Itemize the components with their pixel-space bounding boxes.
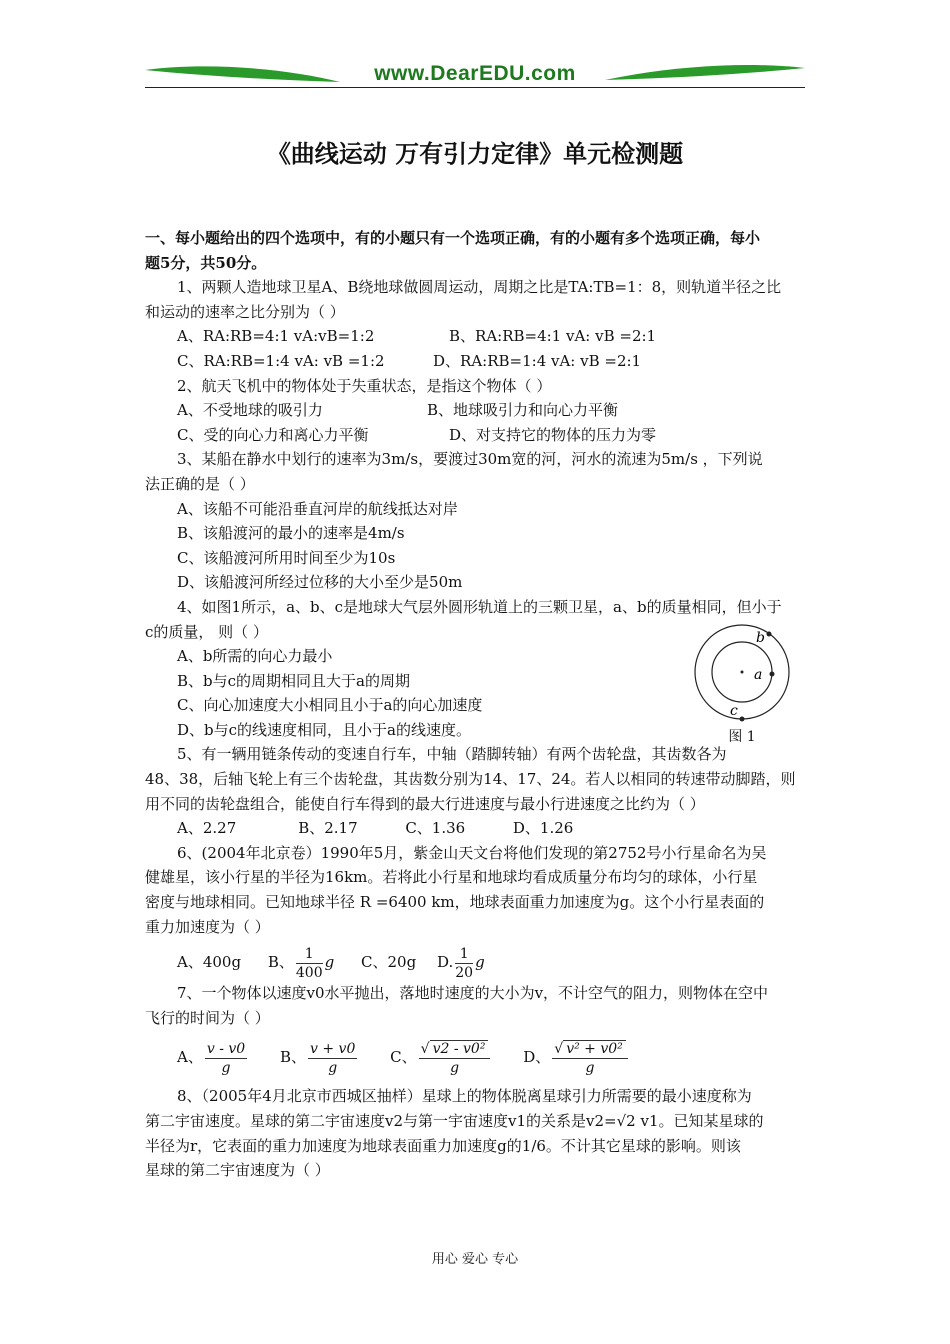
q1-options-cd bbox=[145, 349, 805, 374]
figure-caption: 图 1 bbox=[728, 729, 756, 745]
q1-options-ab bbox=[145, 324, 805, 349]
q2-option-a: A、不受地球的吸引力 bbox=[177, 401, 323, 420]
q7-option-d: D、 bbox=[523, 1048, 551, 1067]
q2-options-cd bbox=[145, 423, 805, 448]
satellite-a-label: a bbox=[754, 667, 763, 683]
figure-1-orbits bbox=[692, 622, 792, 746]
satellite-b-dot bbox=[767, 632, 772, 637]
q8-stem-cont: 第二宇宙速度。星球的第二宇宙速度v2与第一宇宙速度v1的关系是v2=√2 v1。已知某星球的 bbox=[145, 1112, 764, 1130]
q6-option-b-fraction: $\frac{1}{400}$ bbox=[295, 945, 323, 981]
q4-option-b: B、b与c的周期相同且大于a的周期 bbox=[177, 671, 410, 690]
q7-option-c-fraction: $\frac{\text{√ v2 - v0²}}{g}$ bbox=[419, 1040, 491, 1077]
section-instruction: 一、每小题给出的四个选项中，有的小题只有一个选项正确，有的小题有多个选项正确，每小 bbox=[145, 229, 761, 247]
q7-option-b-fraction: $\frac{v + v0}{g}$ bbox=[310, 1040, 356, 1076]
q4-option-c: C、向心加速度大小相同且小于a的向心加速度 bbox=[177, 696, 483, 715]
q7-options bbox=[145, 1030, 805, 1084]
q6-stem-cont3: 重力加速度为（ ） bbox=[145, 917, 270, 936]
q7-option-a: A、 bbox=[177, 1048, 203, 1067]
satellite-c-dot bbox=[740, 717, 745, 722]
q4-stem: 4、如图1所示，a、b、c是地球大气层外圆形轨道上的三颗卫星，a、b的质量相同，但小于 bbox=[177, 597, 782, 616]
q6-option-b: B、 bbox=[267, 953, 294, 972]
q3-option-a: A、该船不可能沿垂直河岸的航线抵达对岸 bbox=[177, 499, 458, 518]
q6-option-a: A、400g bbox=[177, 953, 242, 972]
q7-option-b: B、 bbox=[279, 1048, 307, 1067]
q3-stem: 3、某船在静水中划行的速率为3m/s，要渡过30m宽的河，河水的流速为5m/s ，下列说 bbox=[177, 450, 763, 469]
satellite-c-label: c bbox=[730, 703, 738, 719]
q1-option-c: C、RA:RB=1:4 vA: vB =1:2 bbox=[177, 351, 385, 370]
satellite-b-label: b bbox=[756, 630, 765, 646]
q1-stem-cont: 和运动的速率之比分别为（ ） bbox=[145, 302, 345, 321]
q7-option-c: C、 bbox=[390, 1048, 417, 1067]
satellite-a-dot bbox=[770, 672, 775, 677]
page-title: 《曲线运动 万有引力定律》单元检测题 bbox=[266, 140, 684, 168]
q8-stem-cont2: 半径为r，它表面的重力加速度为地球表面重力加速度g的1/6。不计其它星球的影响。则该 bbox=[145, 1136, 741, 1155]
q7-option-a-fraction: $\frac{v - v0}{g}$ bbox=[206, 1040, 246, 1076]
q1-option-d: D、RA:RB=1:4 vA: vB =2:1 bbox=[433, 351, 642, 370]
q6-stem-cont2: 密度与地球相同。已知地球半径 R =6400 km，地球表面重力加速度为g。这个小行星表面的 bbox=[145, 893, 765, 912]
q3-option-d: D、该船渡河所经过位移的大小至少是50m bbox=[177, 573, 463, 592]
q6-stem: 6、(2004年北京卷）1990年5月，紫金山天文台将他们发现的第2752号小行星命名为吴 bbox=[177, 843, 767, 862]
q2-option-c: C、受的向心力和离心力平衡 bbox=[177, 425, 369, 444]
q8-stem-cont3: 星球的第二宇宙速度为（ ） bbox=[145, 1161, 330, 1180]
q7-stem: 7、一个物体以速度v0水平抛出，落地时速度的大小为v，不计空气的阻力，则物体在空中 bbox=[177, 984, 769, 1003]
q2-option-d: D、对支持它的物体的压力为零 bbox=[449, 425, 657, 444]
q4-option-a: A、b所需的向心力最小 bbox=[177, 647, 333, 666]
q6-option-d: D. bbox=[436, 953, 454, 972]
q7-stem-cont: 飞行的时间为（ ） bbox=[145, 1008, 270, 1027]
q5-stem-cont2: 用不同的齿轮盘组合，能使自行车得到的最大行进速度与最小行进速度之比约为（ ） bbox=[145, 794, 705, 813]
section-instruction-cont: 题5分，共50分。 bbox=[145, 253, 267, 272]
header-rule bbox=[145, 87, 805, 88]
q1-stem: 1、两颗人造地球卫星A、B绕地球做圆周运动，周期之比是TA:TB=1：8，则轨道半径之比 bbox=[177, 278, 782, 297]
q2-option-b: B、地球吸引力和向心力平衡 bbox=[427, 401, 619, 420]
site-logo-text: www.DearEDU.com bbox=[374, 62, 576, 85]
q2-stem: 2、航天飞机中的物体处于失重状态，是指这个物体（ ） bbox=[177, 376, 552, 395]
q4-option-d: D、b与c的线速度相同，且小于a的线速度。 bbox=[177, 720, 471, 739]
q1-option-a: A、RA:RB=4:1 vA:vB=1:2 bbox=[177, 327, 375, 346]
q3-option-c: C、该船渡河所用时间至少为10s bbox=[177, 548, 396, 567]
q3-option-b: B、该船渡河的最小的速率是4m/s bbox=[177, 524, 405, 543]
q6-options: A、400g B、 $\frac{1}{400}$ g C、20g D. $\frac{1}{20}$ g bbox=[177, 945, 485, 981]
q7-option-d-fraction: $\frac{\text{√ v² + v0²}}{g}$ bbox=[552, 1040, 628, 1077]
q5-stem: 5、有一辆用链条传动的变速自行车，中轴（踏脚转轴）有两个齿轮盘，其齿数各为 bbox=[177, 745, 727, 764]
q2-options-ab bbox=[145, 398, 805, 423]
q6-stem-cont: 健雄星，该小行星的半径为16km。若将此小行星和地球均看成质量分布均匀的球体，小行星 bbox=[145, 868, 758, 887]
q1-option-b: B、RA:RB=4:1 vA: vB =2:1 bbox=[449, 327, 657, 346]
q5-stem-cont: 48、38，后轴飞轮上有三个齿轮盘，其齿数分别为14、17、24。若人以相同的转速带动脚踏，则 bbox=[145, 770, 796, 789]
q4-stem-cont: c的质量， 则（ ） bbox=[145, 622, 268, 641]
q5-options: A、2.27 B、2.17 C、1.36 D、1.26 bbox=[177, 819, 574, 838]
q6-option-d-fraction: $\frac{1}{20}$ bbox=[455, 945, 474, 981]
q3-stem-cont: 法正确的是（ ） bbox=[145, 474, 255, 493]
orbit-diagram bbox=[692, 622, 792, 722]
page-footer: 用心 爱心 专心 bbox=[431, 1252, 519, 1267]
q8-stem: 8、（2005年4月北京市西城区抽样）星球上的物体脱离星球引力所需要的最小速度称为 bbox=[177, 1087, 752, 1106]
q6-option-c: C、20g bbox=[361, 953, 417, 972]
